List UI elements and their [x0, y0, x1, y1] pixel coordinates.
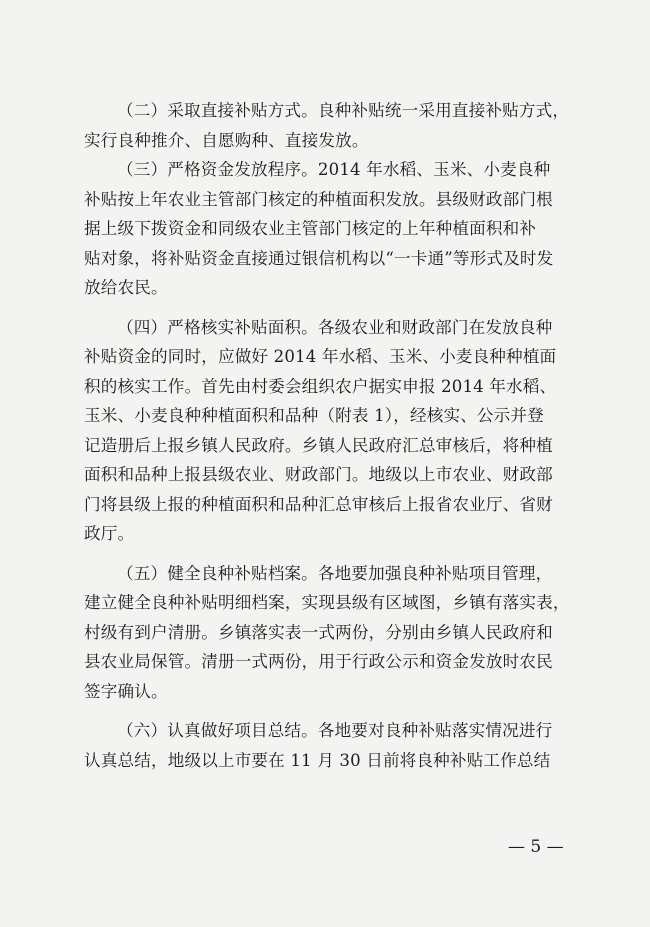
text-line: （六）认真做好项目总结。各地要对良种补贴落实情况进行 [117, 721, 553, 740]
paragraph-2 [84, 96, 584, 155]
text-line: （二）采取直接补贴方式。良种补贴统一采用直接补贴方式， [117, 101, 570, 120]
text-line: 放给农民。 [84, 278, 168, 297]
text-line: （四）严格核实补贴面积。各级农业和财政部门在发放良种 [117, 317, 553, 337]
text-line: 县农业局保管。清册一式两份，用于行政公示和资金发放时农民 [84, 652, 553, 671]
page-number: — 5 — [508, 837, 564, 857]
paragraph-3 [84, 155, 584, 303]
text-line: 政厅。 [84, 524, 135, 543]
text-line: 贴对象，将补贴资金直接通过银信机构以“一卡通”等形式及时发 [84, 248, 554, 268]
body-text [84, 96, 584, 775]
text-line: 建立健全良种补贴明细档案，实现县级有区域图，乡镇有落实表， [84, 593, 570, 612]
text-line: 门将县级上报的种植面积和品种汇总审核后上报省农业厅、省财 [84, 494, 553, 514]
text-line: 实行良种推介、自愿购种、直接发放。 [84, 130, 369, 150]
text-line: 认真总结，地级以上市要在 11 月 30 日前将良种补贴工作总结 [84, 750, 551, 770]
text-line: （五）健全良种补贴档案。各地要加强良种补贴项目管理， [117, 563, 553, 583]
text-line: （三）严格资金发放程序。2014 年水稻、玉米、小麦良种 [117, 160, 551, 179]
text-line: 记造册后上报乡镇人民政府。乡镇人民政府汇总审核后，将种植 [84, 435, 553, 455]
text-line: 村级有到户清册。乡镇落实表一式两份，分别由乡镇人民政府和 [84, 622, 553, 642]
text-line: 补贴按上年农业主管部门核定的种植面积发放。县级财政部门根 [84, 189, 553, 209]
paragraph-6 [84, 716, 584, 775]
paragraph-4 [84, 313, 584, 549]
text-line: 玉米、小麦良种种植面积和品种（附表 1），经核实、公示并登 [84, 406, 544, 425]
text-line: 积的核实工作。首先由村委会组织农户据实申报 2014 年水稻、 [84, 376, 557, 396]
text-line: 面积和品种上报县级农业、财政部门。地级以上市农业、财政部 [84, 465, 553, 484]
text-line: 补贴资金的同时，应做好 2014 年水稻、玉米、小麦良种种植面 [84, 347, 557, 366]
paragraph-5 [84, 559, 584, 707]
text-line: 据上级下拨资金和同级农业主管部门核定的上年种植面积和补 [84, 219, 537, 238]
text-line: 签字确认。 [84, 681, 168, 701]
